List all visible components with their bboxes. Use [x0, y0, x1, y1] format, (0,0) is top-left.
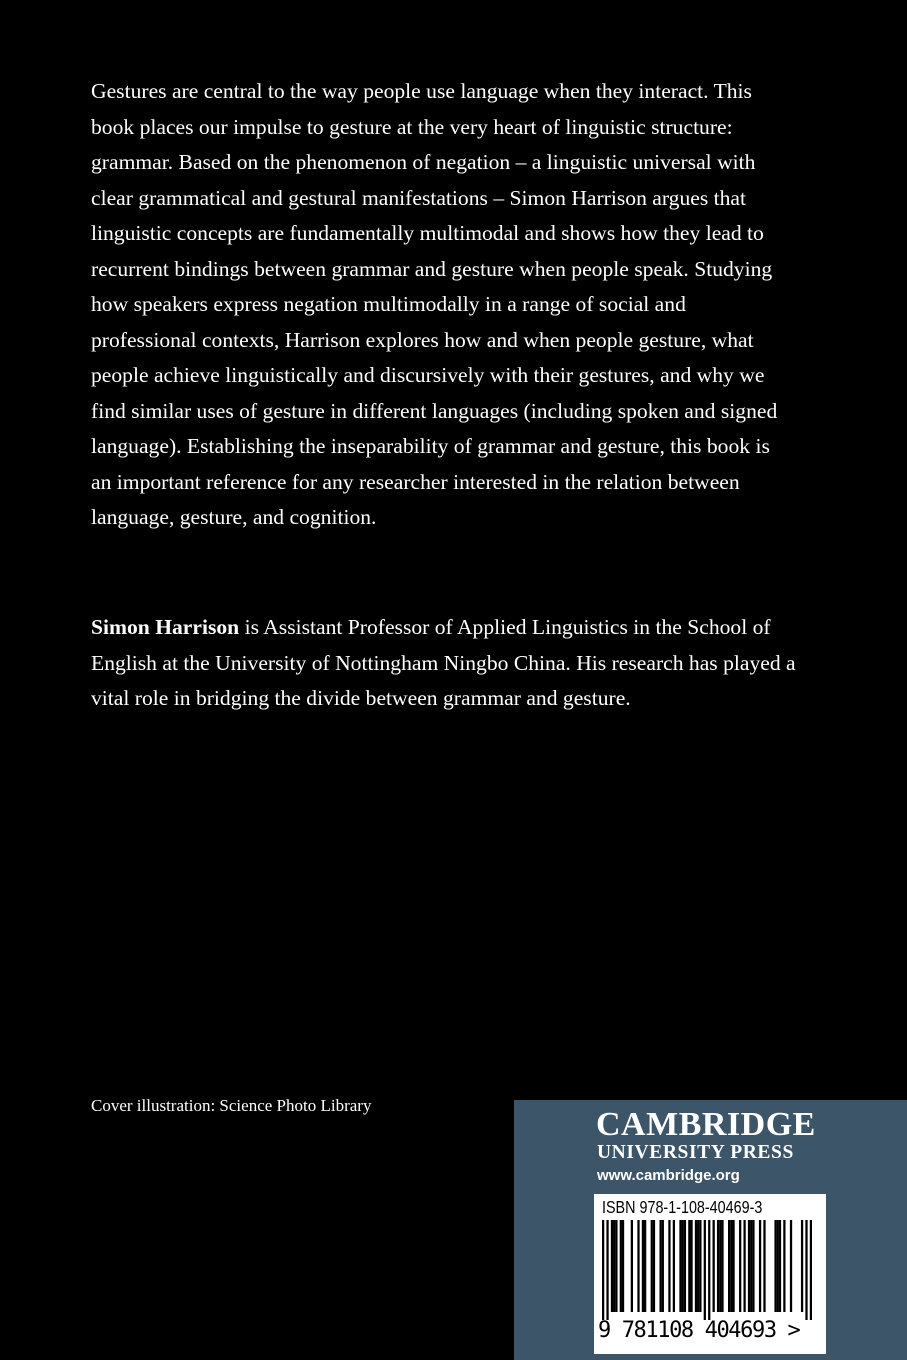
- author-bio-text: is Assistant Professor of Applied Linguistics in the School of English at the University of Nottingham Ningbo China. His research has played a vital role in bridging the divide between grammar and gesture.: [91, 615, 796, 710]
- barcode-bar: [620, 1220, 622, 1312]
- barcode-bar: [673, 1220, 675, 1312]
- barcode-bar: [653, 1220, 655, 1312]
- barcode-bar: [732, 1220, 734, 1312]
- barcode-bar: [777, 1220, 779, 1312]
- barcode-bar: [805, 1220, 807, 1320]
- barcode-bar: [697, 1220, 699, 1312]
- barcode-bar: [699, 1220, 701, 1312]
- barcode-bar: [730, 1220, 732, 1312]
- isbn-barcode: [594, 1194, 826, 1354]
- isbn-label: ISBN 978-1-108-40469-3: [602, 1197, 763, 1217]
- barcode-bar: [721, 1220, 723, 1312]
- barcode-bar: [642, 1220, 644, 1312]
- barcode-bar: [717, 1220, 719, 1312]
- barcode-bar: [695, 1220, 697, 1312]
- barcode-bar: [602, 1220, 604, 1320]
- publisher-url: www.cambridge.org: [597, 1167, 740, 1184]
- barcode-bar: [690, 1220, 692, 1312]
- barcode-bar: [615, 1220, 617, 1312]
- barcode-bar: [679, 1220, 681, 1312]
- publisher-logo-subtitle: UNIVERSITY PRESS: [597, 1142, 794, 1163]
- publisher-logo-name: CAMBRIDGE: [596, 1106, 816, 1143]
- barcode-bar: [684, 1220, 686, 1312]
- barcode-bar: [688, 1220, 690, 1312]
- barcode-bars: [602, 1220, 812, 1320]
- barcode-bar: [613, 1220, 615, 1312]
- barcode-bar: [651, 1220, 653, 1312]
- barcode-bar: [637, 1220, 639, 1312]
- barcode-bar: [759, 1220, 761, 1312]
- barcode-bar: [622, 1220, 624, 1312]
- barcode-bar: [662, 1220, 664, 1312]
- barcode-bar: [763, 1220, 765, 1312]
- barcode-bar: [743, 1220, 745, 1312]
- barcode-bar: [713, 1220, 715, 1312]
- barcode-bar: [631, 1220, 633, 1312]
- barcode-bar: [739, 1220, 741, 1312]
- barcode-digits: 9 781108 404693 >: [598, 1318, 800, 1343]
- barcode-bar: [606, 1220, 608, 1320]
- barcode-bar: [790, 1220, 792, 1312]
- cover-credit: Cover illustration: Science Photo Library: [91, 1096, 372, 1115]
- barcode-bar: [779, 1220, 781, 1312]
- description-text: Gestures are central to the way people use language when they interact. This book places our impulse to gesture at the very heart of linguistic structure: grammar. Based on the phenomenon of negation – a linguistic universal with clear grammatical and gestural manifestations – Simon Harrison argues that linguistic concepts are fundamentally multimodal and shows how they lead to recurrent bindings between grammar and gesture when people speak. Studying how speakers express negation multimodally in a range of social and professional contexts, Harrison explores how and when people gesture, what people achieve linguistically and discursively with their gestures, and why we find similar uses of gesture in different languages (including spoken and signed language). Establishing the inseparability of grammar and gesture, this book is an important reference for any researcher interested in the relation between language, gesture, and cognition.: [91, 79, 778, 529]
- barcode-bar: [611, 1220, 613, 1312]
- author-name: Simon Harrison: [91, 615, 240, 639]
- barcode-bar: [682, 1220, 684, 1312]
- barcode-bar: [659, 1220, 661, 1312]
- barcode-bar: [783, 1220, 785, 1312]
- barcode-bar: [810, 1220, 812, 1320]
- barcode-bar: [644, 1220, 646, 1312]
- barcode-bar: [752, 1220, 754, 1312]
- barcode-bar: [750, 1220, 752, 1312]
- book-description: [91, 74, 791, 536]
- author-bio: [91, 610, 811, 717]
- barcode-bar: [728, 1220, 730, 1312]
- barcode-bar: [801, 1220, 803, 1312]
- barcode-bar: [719, 1220, 721, 1312]
- barcode-bar: [668, 1220, 670, 1312]
- barcode-bar: [708, 1220, 710, 1320]
- barcode-bar: [748, 1220, 750, 1312]
- barcode-bar: [774, 1220, 776, 1312]
- barcode-bar: [704, 1220, 706, 1320]
- publisher-panel: [514, 1100, 907, 1360]
